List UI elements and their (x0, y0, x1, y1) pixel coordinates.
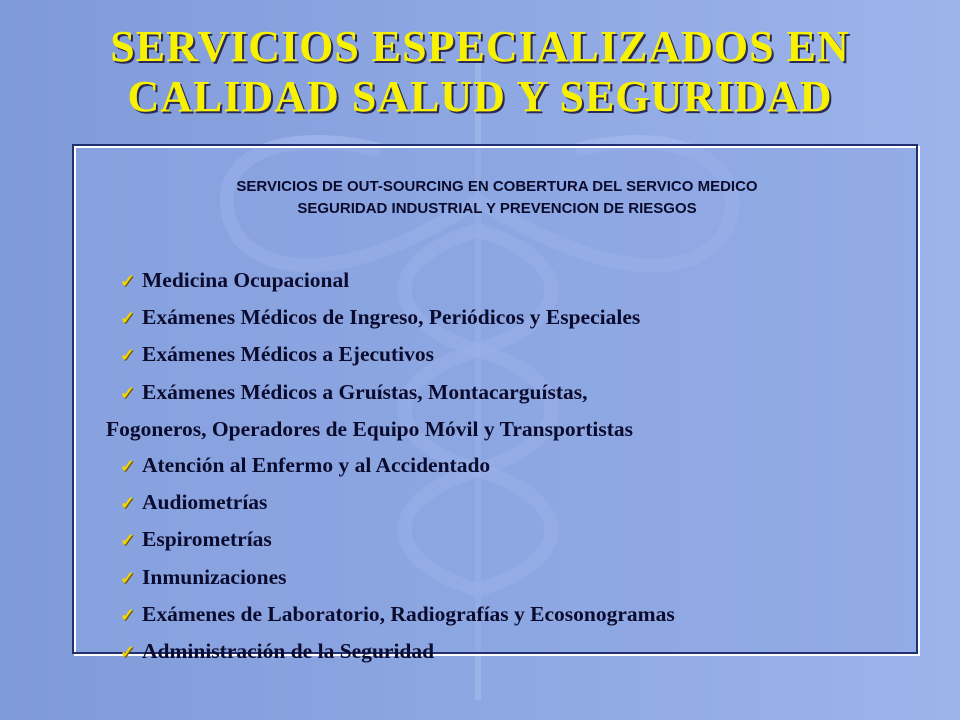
checkmark-icon: ✓ (120, 493, 136, 514)
checkmark-icon: ✓ (120, 382, 136, 403)
list-item-label: Exámenes de Laboratorio, Radiografías y Ecosonogramas (142, 601, 675, 626)
list-item (120, 559, 910, 596)
checkmark-icon: ✓ (120, 530, 136, 551)
list-item (120, 447, 910, 484)
checkmark-icon: ✓ (120, 567, 136, 588)
page-title (0, 22, 960, 122)
checkmark-icon: ✓ (120, 308, 136, 329)
title-line-2: CALIDAD SALUD Y SEGURIDAD (127, 72, 833, 121)
list-item-label: Exámenes Médicos de Ingreso, Periódicos y Especiales (142, 305, 641, 330)
services-subtitle (74, 176, 920, 220)
list-item (120, 521, 910, 558)
subtitle-line-2: SEGURIDAD INDUSTRIAL Y PREVENCION DE RIESGOS (297, 200, 697, 217)
list-item-label: Exámenes Médicos a Gruístas, Montacarguístas, (142, 379, 588, 404)
services-panel (72, 144, 918, 664)
list-item-continuation (106, 411, 910, 447)
list-item-label: Audiometrías (142, 490, 268, 515)
list-item-label: Exámenes Médicos a Ejecutivos (142, 342, 435, 367)
list-item-label: Inmunizaciones (142, 564, 287, 589)
services-list (106, 262, 910, 670)
checkmark-icon: ✓ (120, 345, 136, 366)
checkmark-icon: ✓ (120, 271, 136, 291)
list-item (120, 262, 910, 299)
subtitle-line-1: SERVICIOS DE OUT-SOURCING EN COBERTURA DEL SERVICO MEDICO (236, 178, 758, 195)
list-item-label: Administración de la Seguridad (142, 639, 435, 664)
list-item (120, 484, 910, 521)
list-item-label: Fogoneros, Operadores de Equipo Móvil y Transportistas (106, 416, 633, 441)
checkmark-icon: ✓ (120, 604, 136, 625)
list-item-label: Espirometrías (142, 527, 272, 552)
checkmark-icon: ✓ (120, 456, 136, 477)
list-item (120, 336, 910, 373)
title-line-1: SERVICIOS ESPECIALIZADOS EN (110, 22, 850, 71)
list-item-label: Medicina Ocupacional (142, 268, 350, 292)
list-item (120, 633, 910, 670)
list-item (120, 299, 910, 336)
list-item (120, 374, 910, 411)
checkmark-icon: ✓ (120, 642, 136, 663)
list-item-label: Atención al Enfermo y al Accidentado (142, 453, 491, 478)
list-item (120, 596, 910, 633)
